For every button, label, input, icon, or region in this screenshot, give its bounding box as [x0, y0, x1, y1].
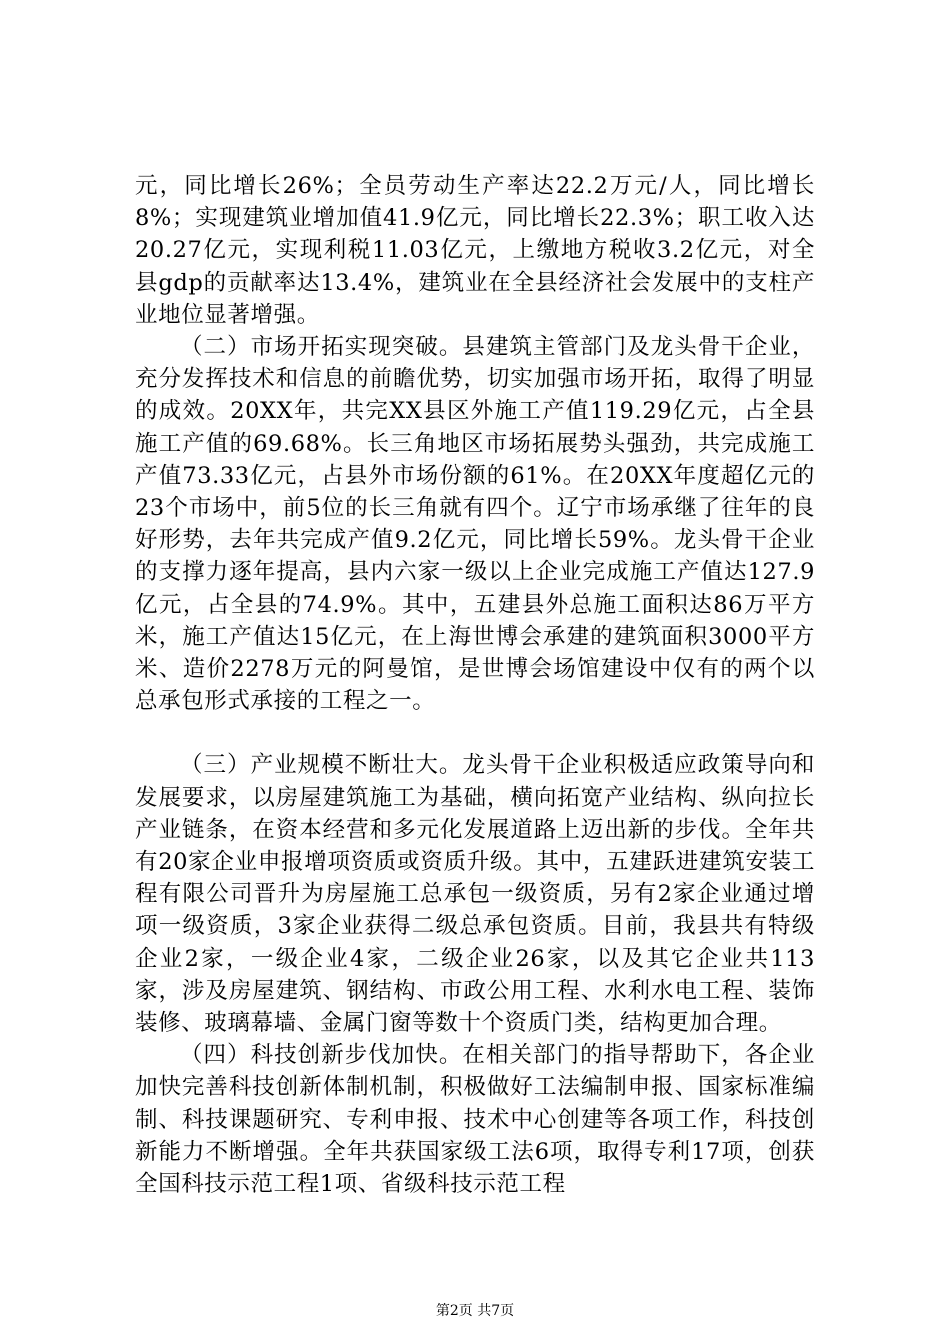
- paragraph-tech-innovation: （四）科技创新步伐加快。在相关部门的指导帮助下，各企业加快完善科技创新体制机制，积极做好工法编制申报、国家标准编制、科技课题研究、专利申报、技术中心创建等各项工作，科技创新能力不断增强。全年共获国家级工法6项，取得专利17项，创获全国科技示范工程1项、省级科技示范工程: [135, 1042, 815, 1198]
- paragraph-continuation: 元，同比增长26%；全员劳动生产率达22.2万元/人，同比增长8%；实现建筑业增加值41.9亿元，同比增长22.3%；职工收入达20.27亿元，实现利税11.03亿元，上缴地方税收3.2亿元，对全县gdp的贡献率达13.4%，建筑业在全县经济社会发展中的支柱产业地位显著增强。: [135, 173, 815, 328]
- page-footer: 第2页 共7页: [435, 1303, 515, 1319]
- document-body: [135, 170, 815, 1200]
- paragraph-industry-scale: （三）产业规模不断壮大。龙头骨干企业积极适应政策导向和发展要求，以房屋建筑施工为基础，横向拓宽产业结构、纵向拉长产业链条，在资本经营和多元化发展道路上迈出新的步伐。全年共有20家企业申报增项资质或资质升级。其中，五建跃进建筑安装工程有限公司晋升为房屋施工总承包一级资质，另有2家企业通过增项一级资质，3家企业获得二级总承包资质。目前，我县共有特级企业2家，一级企业4家，二级企业26家，以及其它企业共113家，涉及房屋建筑、钢结构、市政公用工程、水利水电工程、装饰装修、玻璃幕墙、金属门窗等数十个资质门类，结构更加合理。: [135, 752, 815, 1037]
- paragraph-market-expansion: （二）市场开拓实现突破。县建筑主管部门及龙头骨干企业，充分发挥技术和信息的前瞻优势，切实加强市场开拓，取得了明显的成效。20XX年，共完XX县区外施工产值119.29亿元，占全县施工产值的69.68%。长三角地区市场拓展势头强劲，共完成施工产值73.33亿元，占县外市场份额的61%。在20XX年度超亿元的23个市场中，前5位的长三角就有四个。辽宁市场承继了往年的良好形势，去年共完成产值9.2亿元，同比增长59%。龙头骨干企业的支撑力逐年提高，县内六家一级以上企业完成施工产值达127.9亿元，占全县的74.9%。其中，五建县外总施工面积达86万平方米，施工产值达15亿元，在上海世博会承建的建筑面积3000平方米、造价2278万元的阿曼馆，是世博会场馆建设中仅有的两个以总承包形式承接的工程之一。: [135, 334, 815, 715]
